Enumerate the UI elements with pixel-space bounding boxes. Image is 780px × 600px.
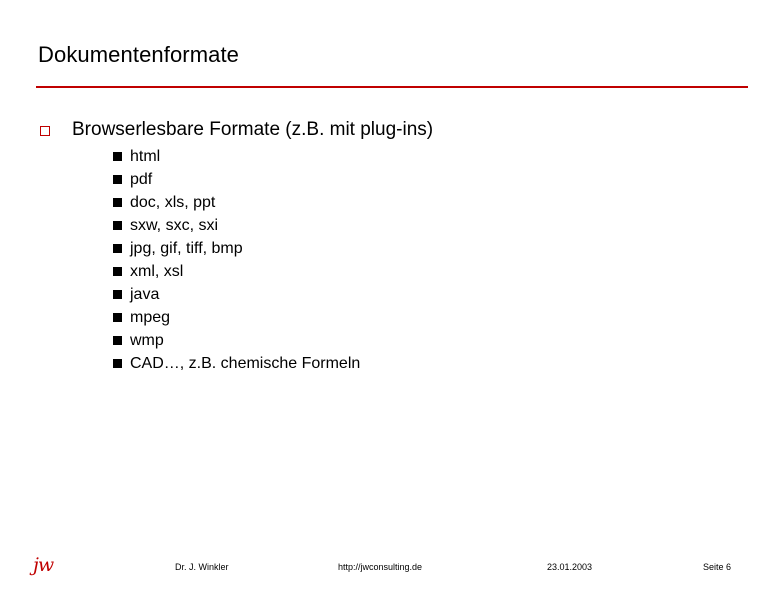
list-item-text: wmp — [130, 331, 164, 349]
square-bullet-icon — [113, 336, 122, 345]
main-bullet — [40, 119, 433, 141]
list-item-text: xml, xsl — [130, 262, 184, 280]
square-bullet-icon — [113, 175, 122, 184]
square-bullet-icon — [113, 152, 122, 161]
list-item — [113, 191, 360, 214]
list-item — [113, 237, 360, 260]
list-item — [113, 283, 360, 306]
square-bullet-icon — [113, 359, 122, 368]
slide-footer — [0, 556, 780, 580]
list-item — [113, 168, 360, 191]
jw-logo: jw — [33, 554, 54, 576]
format-list — [113, 145, 360, 375]
footer-page-number: Seite 6 — [703, 562, 732, 572]
list-item — [113, 306, 360, 329]
slide-title: Dokumentenformate — [38, 42, 240, 67]
square-bullet-icon — [113, 198, 122, 207]
title-divider — [36, 86, 748, 88]
list-item-text: mpeg — [130, 308, 171, 326]
main-bullet-text: Browserlesbare Formate (z.B. mit plug-ins) — [72, 119, 434, 140]
list-item — [113, 329, 360, 352]
footer-author: Dr. J. Winkler — [175, 562, 229, 572]
hollow-square-bullet-icon — [40, 126, 50, 136]
list-item-text: jpg, gif, tiff, bmp — [130, 239, 243, 257]
list-item-text: CAD…, z.B. chemische Formeln — [130, 354, 361, 372]
list-item-text: sxw, sxc, sxi — [130, 216, 219, 234]
square-bullet-icon — [113, 290, 122, 299]
list-item — [113, 214, 360, 237]
list-item-text: java — [130, 285, 160, 303]
square-bullet-icon — [113, 267, 122, 276]
list-item-text: pdf — [130, 170, 153, 188]
list-item — [113, 145, 360, 168]
list-item — [113, 260, 360, 283]
footer-url: http://jwconsulting.de — [338, 562, 423, 572]
square-bullet-icon — [113, 313, 122, 322]
square-bullet-icon — [113, 244, 122, 253]
square-bullet-icon — [113, 221, 122, 230]
list-item-text: html — [130, 147, 161, 165]
list-item-text: doc, xls, ppt — [130, 193, 216, 211]
list-item — [113, 352, 360, 375]
footer-date: 23.01.2003 — [547, 562, 593, 572]
